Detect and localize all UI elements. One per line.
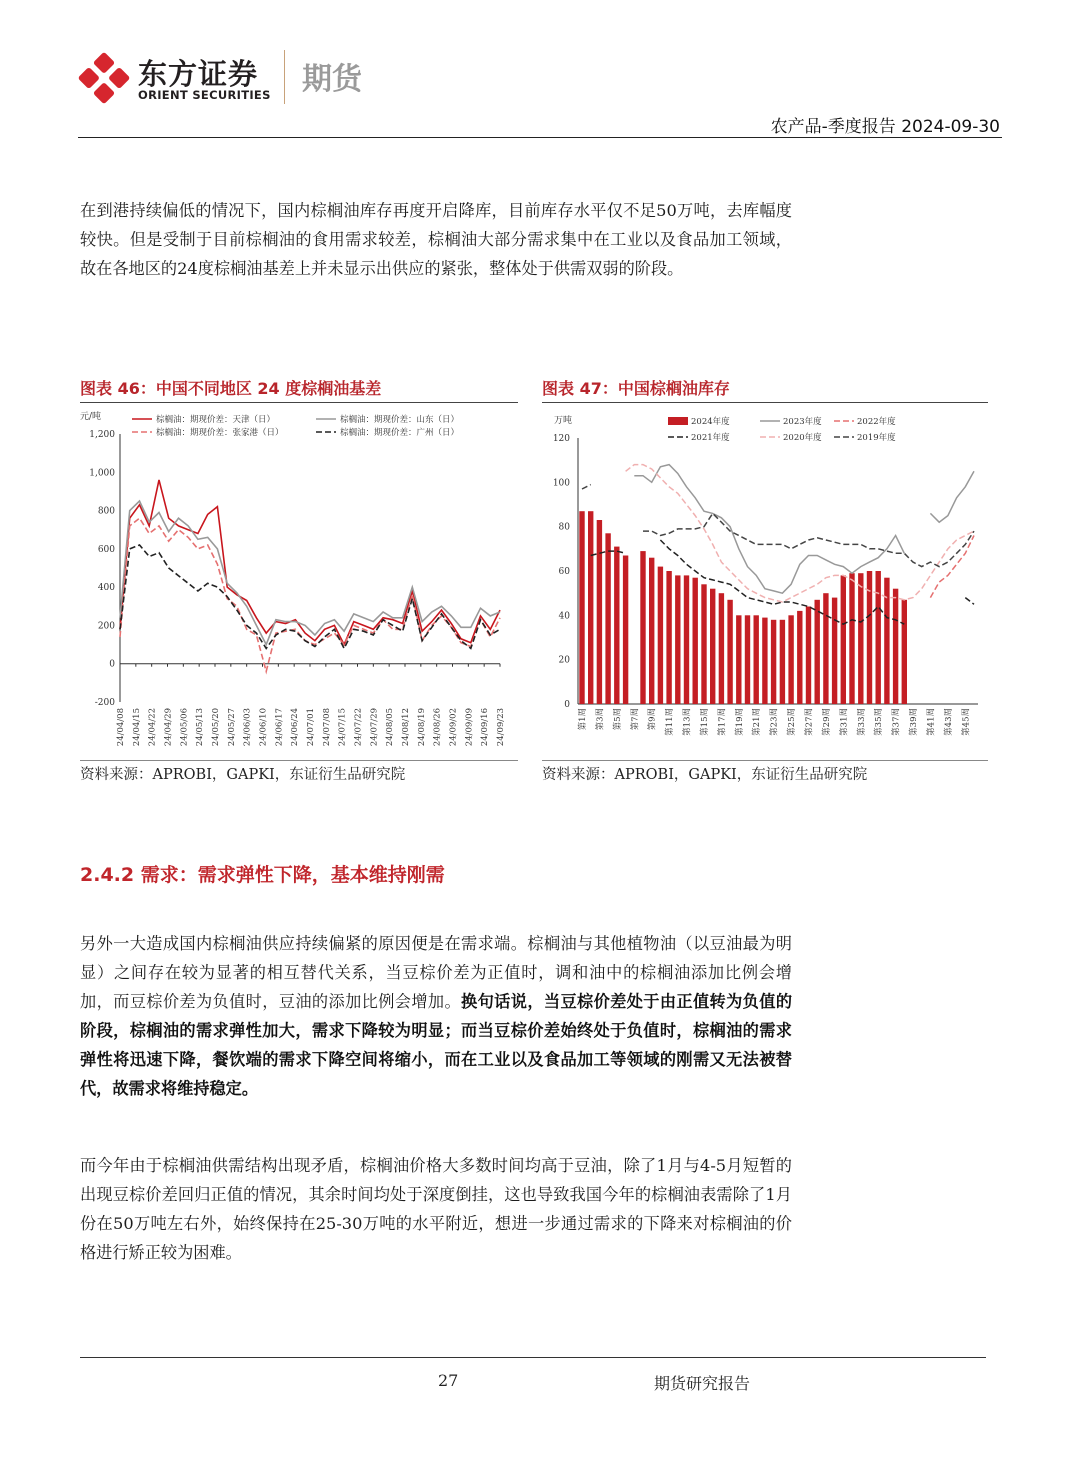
x-tick-label: 第1周	[578, 708, 588, 731]
x-tick-label: 24/04/22	[147, 708, 158, 747]
legend-label: 2022年度	[857, 417, 896, 427]
x-tick-label: 24/06/17	[274, 708, 285, 747]
figure-47-top-rule	[542, 402, 988, 403]
inventory-bar-2024	[588, 511, 593, 704]
inventory-bar-2024	[736, 615, 741, 704]
figure-46-top-rule	[80, 402, 518, 403]
inventory-bar-2024	[902, 600, 907, 704]
x-tick-label: 24/05/06	[179, 708, 190, 747]
inventory-bar-2024	[823, 593, 828, 704]
brand-name-cn: 东方证券	[138, 57, 259, 91]
inventory-bar-2024	[719, 593, 724, 704]
x-tick-label: 第19周	[734, 708, 745, 736]
series-line	[930, 471, 974, 522]
x-tick-label: 24/08/05	[385, 708, 396, 747]
x-tick-label: 24/06/10	[258, 708, 269, 747]
x-tick-label: 第5周	[612, 708, 623, 731]
x-tick-label: 24/07/15	[337, 708, 348, 747]
x-tick-label: 第11周	[665, 708, 676, 736]
inventory-bar-2024	[893, 589, 898, 704]
inventory-bar-2024	[780, 620, 785, 704]
inventory-bar-2024	[649, 558, 654, 704]
inventory-bar-2024	[876, 571, 881, 704]
legend-label: 2023年度	[783, 417, 822, 427]
inventory-bar-2024	[858, 573, 863, 704]
y-tick-label: -200	[94, 698, 115, 708]
inventory-bar-2024	[693, 578, 698, 704]
brand-name-en: ORIENT SECURITIES	[138, 88, 271, 102]
x-tick-label: 第33周	[856, 708, 867, 736]
x-tick-label: 24/04/08	[116, 708, 126, 747]
x-tick-label: 24/06/24	[290, 708, 301, 747]
inventory-bar-2024	[815, 600, 820, 704]
y-tick-label: 1,000	[89, 468, 115, 479]
inventory-bar-2024	[701, 584, 706, 704]
y-tick-label: 80	[558, 522, 570, 533]
x-tick-label: 24/08/19	[416, 708, 427, 747]
series-line	[930, 536, 974, 598]
x-tick-label: 24/07/29	[369, 708, 380, 747]
legend-label: 2020年度	[783, 433, 822, 443]
y-tick-label: 60	[558, 567, 570, 577]
inventory-bar-2024	[666, 571, 671, 704]
paragraph-1-normal-text: 另外一大造成国内棕榈油供应持续偏紧的原因便是在需求端。棕榈油与其他植物油（以豆油最为明显）之间存在较为显著的相互替代关系，当豆棕价差为正值时，调和油中的棕榈油添加比例会增加，而豆棕价差为负值时，豆油的添加比例会增加。	[80, 934, 792, 1011]
y-tick-label: 0	[109, 659, 115, 670]
x-tick-label: 24/07/22	[353, 708, 364, 747]
inventory-bar-2024	[806, 607, 811, 705]
figure-47-title: 图表 47：中国棕榈油库存	[542, 379, 730, 398]
y-tick-label: 20	[558, 655, 570, 666]
legend-label: 棕榈油：期现价差：天津（日）	[156, 415, 276, 425]
section-heading: 2.4.2 需求：需求弹性下降，基本维持刚需	[80, 864, 445, 886]
series-line	[120, 518, 500, 671]
inventory-bar-2024	[745, 615, 750, 704]
inventory-bar-2024	[797, 611, 802, 704]
series-line	[582, 485, 591, 489]
x-tick-label: 第23周	[769, 708, 780, 736]
figure-46-bottom-rule	[80, 760, 518, 761]
inventory-bar-2024	[658, 567, 663, 704]
x-tick-label: 24/07/08	[321, 708, 332, 747]
series-line	[120, 480, 500, 645]
x-tick-label: 第17周	[717, 708, 728, 736]
x-tick-label: 第45周	[961, 708, 972, 736]
x-tick-label: 24/09/16	[480, 708, 491, 747]
figure-46-source: 资料来源：APROBI，GAPKI，东证衍生品研究院	[80, 767, 406, 783]
x-tick-label: 第25周	[787, 708, 798, 736]
series-line	[634, 465, 904, 594]
inventory-bar-2024	[710, 589, 715, 704]
legend-label: 2019年度	[857, 433, 896, 443]
x-tick-label: 第41周	[926, 708, 937, 736]
report-category-date: 农产品-季度报告 2024-09-30	[770, 117, 1000, 137]
y-axis-unit-label: 元/吨	[80, 412, 102, 422]
series-line	[643, 513, 974, 566]
y-tick-label: 0	[564, 700, 570, 710]
x-tick-label: 第3周	[595, 708, 606, 731]
header-divider	[78, 137, 1002, 138]
legend-label: 棕榈油：期现价差：广州（日）	[340, 428, 460, 438]
x-tick-label: 第35周	[874, 708, 885, 736]
inventory-bar-2024	[614, 547, 619, 704]
x-tick-label: 第21周	[752, 708, 763, 736]
inventory-bar-2024	[771, 620, 776, 704]
paragraph-1-bold-text: 换句话说，当豆棕价差处于由正值转为负值的阶段，棕榈油的需求弹性加大，需求下降较为明显；而当豆棕价差始终处于负值时，棕榈油的需求弹性将迅速下降，餐饮端的需求下降空间将缩小，而在工业以及食品加工等领域的刚需又无法被替代，故需求将维持稳定。	[80, 992, 793, 1098]
x-tick-label: 24/09/02	[448, 708, 459, 747]
section-paragraph-2: 而今年由于棕榈油供需结构出现矛盾，棕榈油价格大多数时间均高于豆油，除了1月与4-5月短暂的出现豆棕价差回归正值的情况，其余时间均处于深度倒挂，这也导致我国今年的棕榈油表需除了1月份在50万吨左右外，始终保持在25-30万吨的水平附近，想进一步通过需求的下降来对棕榈油的价格进行矫正较为困难。	[80, 1156, 792, 1262]
inventory-bar-2024	[849, 573, 854, 704]
x-tick-label: 24/09/09	[464, 708, 475, 747]
x-tick-label: 第13周	[682, 708, 693, 736]
y-tick-label: 1,200	[89, 430, 115, 440]
footer-divider	[80, 1357, 986, 1358]
x-tick-label: 24/04/29	[163, 708, 174, 747]
orient-securities-logo-mark	[76, 50, 132, 106]
x-tick-label: 24/05/20	[211, 708, 221, 747]
inventory-bar-2024	[727, 600, 732, 704]
footer-label: 期货研究报告	[654, 1374, 751, 1393]
x-tick-label: 第29周	[821, 708, 832, 736]
inventory-bar-2024	[640, 551, 645, 704]
legend-swatch	[668, 417, 688, 425]
y-tick-label: 800	[97, 506, 115, 517]
section-paragraph-1	[80, 929, 792, 1103]
x-tick-label: 24/05/27	[226, 708, 237, 747]
x-tick-label: 第15周	[699, 708, 710, 736]
page-number: 27	[438, 1371, 459, 1390]
x-tick-label: 24/06/03	[242, 708, 253, 747]
x-tick-label: 第39周	[909, 708, 920, 736]
figure-47-bottom-rule	[542, 760, 988, 761]
inventory-bar-2024	[605, 533, 610, 704]
legend-label: 2024年度	[691, 417, 730, 427]
inventory-bar-2024	[754, 615, 759, 704]
x-tick-label: 24/08/12	[401, 708, 411, 747]
series-line	[120, 501, 500, 645]
x-tick-label: 第31周	[839, 708, 850, 736]
legend-label: 2021年度	[691, 433, 730, 443]
series-line	[965, 598, 974, 605]
intro-paragraph: 在到港持续偏低的情况下，国内棕榈油库存再度开启降库，目前库存水平仅不足50万吨，去库幅度较快。但是受制于目前棕榈油的食用需求较差，棕榈油大部分需求集中在工业以及食品加工领域，故在各地区的24度棕榈油基差上并未显示出供应的紧张，整体处于供需双弱的阶段。	[80, 201, 792, 278]
inventory-bar-2024	[684, 575, 689, 704]
inventory-bar-2024	[675, 575, 680, 704]
inventory-bar-2024	[579, 511, 584, 704]
x-tick-label: 第9周	[647, 708, 658, 731]
inventory-bar-2024	[788, 615, 793, 704]
legend-label: 棕榈油：期现价差：张家港（日）	[156, 428, 284, 438]
y-tick-label: 200	[97, 621, 115, 632]
x-tick-label: 第37周	[891, 708, 902, 736]
x-tick-label: 第27周	[804, 708, 815, 736]
x-tick-label: 24/09/23	[496, 708, 506, 747]
x-tick-label: 24/05/13	[195, 708, 206, 747]
y-tick-label: 40	[558, 611, 570, 622]
brand-separator	[284, 50, 285, 104]
inventory-bar-2024	[841, 575, 846, 704]
legend-label: 棕榈油：期现价差：山东（日）	[340, 415, 460, 425]
inventory-bar-2024	[762, 618, 767, 704]
figure-46-title: 图表 46：中国不同地区 24 度棕榈油基差	[80, 379, 382, 398]
figure-47-source: 资料来源：APROBI，GAPKI，东证衍生品研究院	[542, 767, 868, 783]
figure-47-chart	[542, 404, 988, 758]
x-tick-label: 24/07/01	[306, 708, 316, 747]
inventory-bar-2024	[597, 520, 602, 704]
y-axis-unit-label: 万吨	[554, 416, 573, 426]
figure-46-chart	[80, 404, 520, 758]
y-tick-label: 600	[97, 544, 115, 555]
series-line	[120, 545, 500, 648]
y-tick-label: 100	[552, 478, 570, 489]
x-tick-label: 24/08/26	[432, 708, 443, 747]
brand-subtitle: 期货	[302, 62, 362, 97]
inventory-bar-2024	[832, 598, 837, 704]
inventory-bar-2024	[623, 556, 628, 705]
x-tick-label: 24/04/15	[131, 708, 142, 747]
y-tick-label: 400	[97, 583, 115, 594]
y-tick-label: 120	[552, 434, 570, 444]
x-tick-label: 第43周	[943, 708, 954, 736]
x-tick-label: 第7周	[630, 708, 641, 731]
